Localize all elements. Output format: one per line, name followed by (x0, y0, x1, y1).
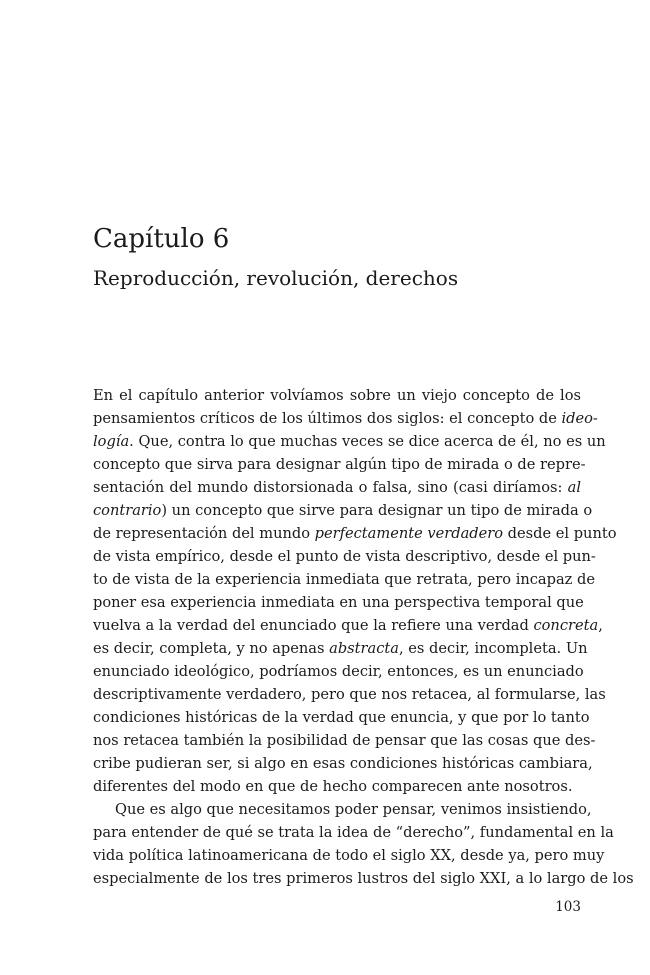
text-line (93, 568, 595, 591)
text-segment: es decir, completa, y no apenas (93, 640, 330, 657)
text-line (93, 591, 584, 614)
text-segment: para entender de qué se trata la idea de “derecho”, fundamental en la (93, 824, 614, 841)
text-line (93, 729, 596, 752)
chapter-subtitle: Reproducción, revolución, derechos (93, 266, 459, 290)
text-segment: Que es algo que necesitamos poder pensar, venimos insistiendo, (115, 801, 592, 818)
text-segment: de vista empírico, desde el punto de vista descriptivo, desde el pun- (93, 548, 596, 565)
italic-text: logía. (93, 433, 134, 450)
text-line (93, 453, 586, 476)
italic-text: contrario (93, 502, 162, 519)
text-line (93, 752, 593, 775)
text-line (93, 614, 603, 637)
text-line (93, 706, 590, 729)
text-segment: condiciones históricas de la verdad que enuncia, y que por lo tanto (93, 709, 590, 726)
text-line (93, 384, 581, 407)
text-line (93, 798, 592, 821)
text-line (93, 844, 605, 867)
italic-text: perfectamente verdadero (314, 525, 504, 542)
text-segment: diferentes del modo en que de hecho comparecen ante nosotros. (93, 778, 573, 795)
body-text (93, 384, 634, 890)
text-segment: nos retacea también la posibilidad de pensar que las cosas que des- (93, 732, 596, 749)
text-line (93, 522, 617, 545)
italic-text: concreta (533, 617, 599, 634)
text-line (93, 545, 596, 568)
text-line (93, 821, 614, 844)
text-segment: En el capítulo anterior volvíamos sobre un viejo concepto de los (93, 387, 581, 404)
text-segment: , es decir, incompleta. Un (398, 640, 588, 657)
text-segment: to de vista de la experiencia inmediata que retrata, pero incapaz de (93, 571, 595, 588)
text-segment: de representación del mundo (93, 525, 315, 542)
text-line (93, 430, 606, 453)
italic-text: ideo- (561, 410, 598, 427)
text-segment: pensamientos críticos de los últimos dos siglos: el concepto de (93, 410, 562, 427)
text-segment: descriptivamente verdadero, pero que nos retacea, al formularse, las (93, 686, 606, 703)
text-segment: ) un concepto que sirve para designar un tipo de mirada o (161, 502, 593, 519)
text-line (93, 683, 606, 706)
italic-text: abstracta (329, 640, 399, 657)
text-line (93, 499, 593, 522)
text-segment: Que, contra lo que muchas veces se dice acerca de él, no es un (133, 433, 606, 450)
italic-text: al (567, 479, 581, 496)
text-segment: sentación del mundo distorsionada o falsa, sino (casi diríamos: (93, 479, 568, 496)
chapter-title: Capítulo 6 (93, 224, 230, 254)
text-line (93, 867, 634, 890)
text-segment: , (598, 617, 603, 634)
page-number: 103 (555, 899, 581, 915)
text-segment: poner esa experiencia inmediata en una perspectiva temporal que (93, 594, 584, 611)
text-segment: enunciado ideológico, podríamos decir, entonces, es un enunciado (93, 663, 584, 680)
text-segment: cribe pudieran ser, si algo en esas condiciones históricas cambiara, (93, 755, 593, 772)
text-segment: vida política latinoamericana de todo el siglo XX, desde ya, pero muy (93, 847, 605, 864)
text-line (93, 660, 584, 683)
text-segment: especialmente de los tres primeros lustros del siglo XXI, a lo largo de los (93, 870, 634, 887)
text-segment: desde el punto (503, 525, 617, 542)
text-segment: vuelva a la verdad del enunciado que la refiere una verdad (93, 617, 534, 634)
text-segment: concepto que sirva para designar algún tipo de mirada o de repre- (93, 456, 586, 473)
text-line (93, 637, 588, 660)
text-line (93, 476, 581, 499)
text-line (93, 407, 598, 430)
text-line (93, 775, 581, 798)
